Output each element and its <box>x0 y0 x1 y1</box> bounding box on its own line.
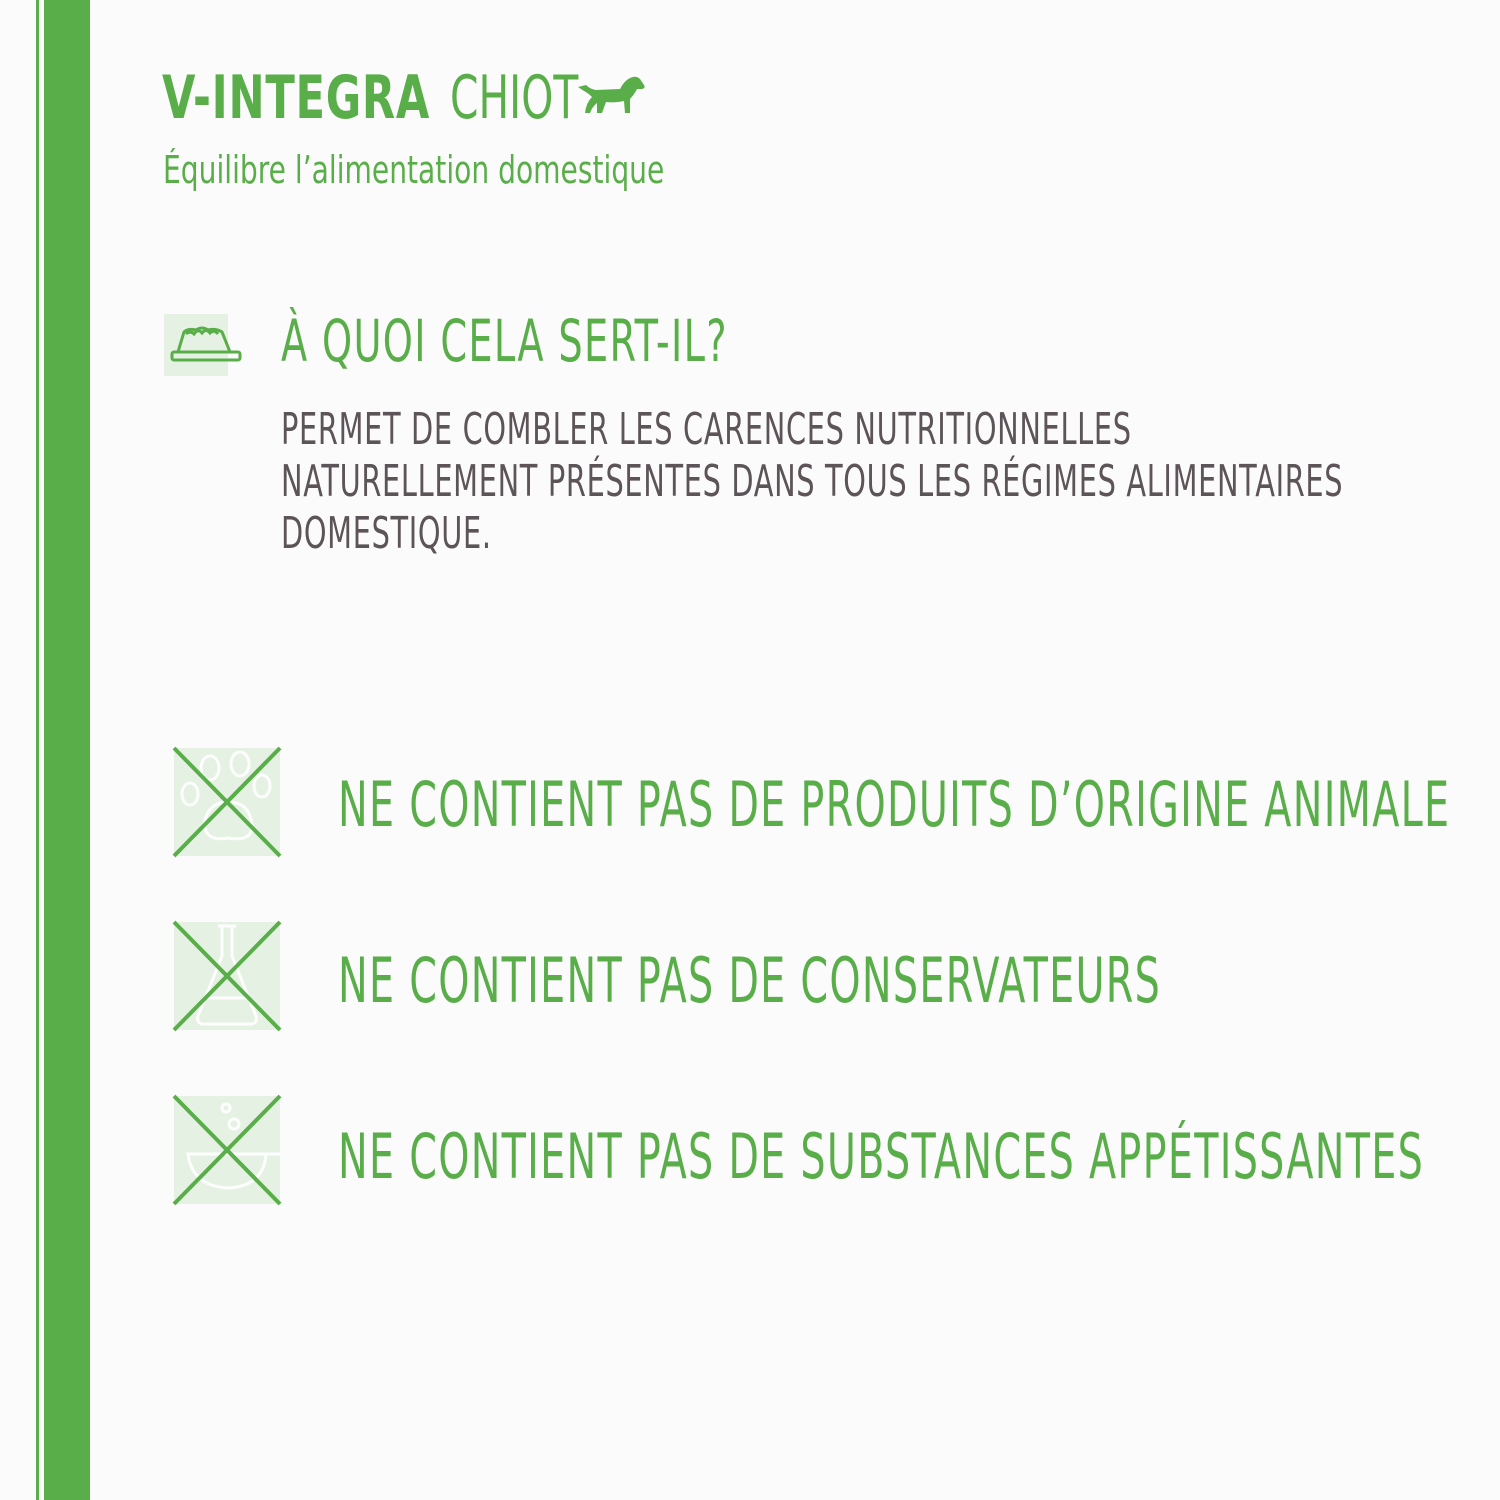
claim-text: NE CONTIENT PAS DE SUBSTANCES APPÉTISSANTES <box>338 1120 1425 1193</box>
claim-text: NE CONTIENT PAS DE PRODUITS D’ORIGINE ANIMALE <box>338 768 1451 841</box>
no-appetizers-icon <box>170 1094 284 1208</box>
description-line: NATURELLEMENT PRÉSENTES DANS TOUS LES RÉGIMES ALIMENTAIRES <box>281 456 1344 507</box>
description-line: PERMET DE COMBLER LES CARENCES NUTRITIONNELLES <box>281 404 1132 455</box>
dog-icon <box>576 73 646 123</box>
left-accent-bar <box>44 0 90 1500</box>
product-title-brand: V-INTEGRA <box>162 63 431 133</box>
product-title-variant: CHIOT <box>450 63 579 133</box>
section-description <box>281 404 1395 560</box>
no-animal-products-icon <box>170 746 284 860</box>
no-preservatives-icon <box>170 920 284 1034</box>
left-accent-line <box>36 0 39 1500</box>
claim-text: NE CONTIENT PAS DE CONSERVATEURS <box>338 944 1162 1017</box>
food-bowl-icon <box>164 314 246 376</box>
description-line: DOMESTIQUE. <box>281 508 492 559</box>
product-title <box>162 62 646 134</box>
product-subtitle: Équilibre l’alimentation domestique <box>163 148 665 192</box>
section-heading: À QUOI CELA SERT-IL? <box>281 307 728 375</box>
